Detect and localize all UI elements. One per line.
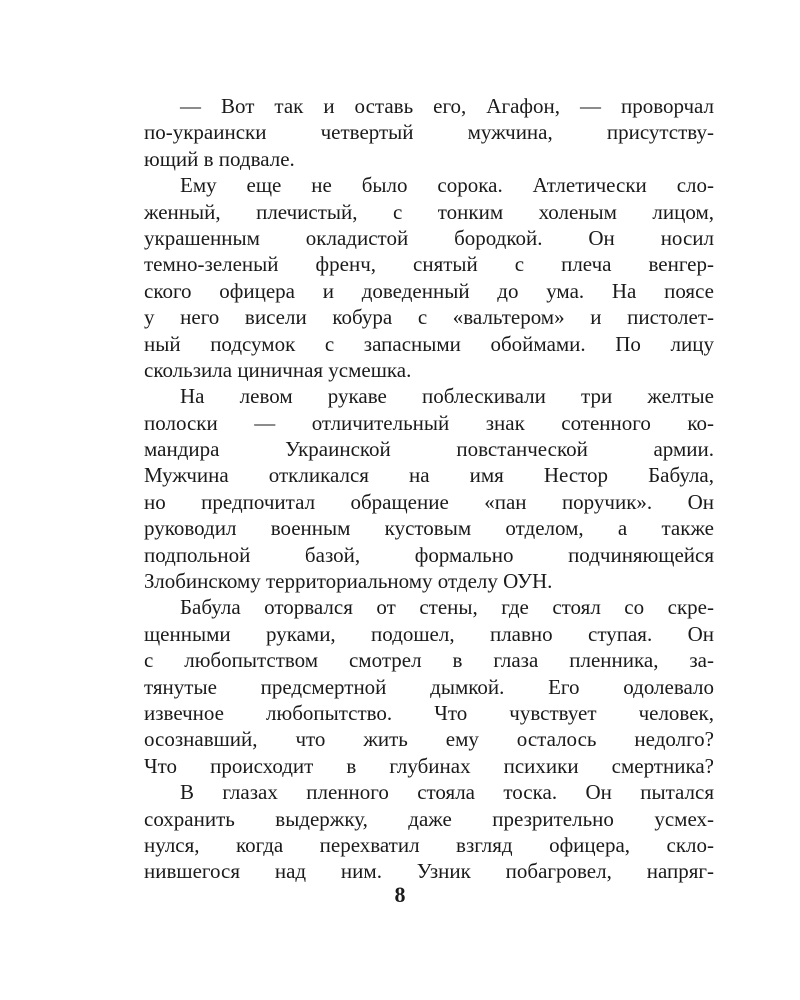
text-line: темно-зеленый френч, снятый с плеча венгер-: [144, 252, 714, 277]
text-line: ющий в подвале.: [144, 146, 295, 171]
text-line: щенными руками, подошел, плавно ступая. Он: [144, 621, 714, 646]
text-line: Мужчина откликался на имя Нестор Бабула,: [144, 463, 714, 488]
text-line: но предпочитал обращение «пан поручик». Он: [144, 489, 714, 514]
text-line: ского офицера и доведенный до ума. На поясе: [144, 278, 714, 303]
text-line: Бабула оторвался от стены, где стоял со скре-: [180, 595, 714, 620]
text-line: мандира Украинской повстанческой армии.: [144, 437, 714, 462]
text-line: скользила циничная усмешка.: [144, 357, 412, 382]
text-line: нившегося над ним. Узник побагровел, напряг-: [144, 859, 714, 884]
page-number: 8: [394, 882, 406, 907]
text-line: тянутые предсмертной дымкой. Его одолевало: [144, 674, 714, 699]
text-line: сохранить выдержку, даже презрительно усмех-: [144, 806, 714, 831]
text-line: На левом рукаве поблескивали три желтые: [180, 384, 714, 409]
text-line: по-украински четвертый мужчина, присутству-: [144, 120, 714, 145]
text-line: В глазах пленного стояла тоска. Он пытался: [180, 780, 714, 805]
text-line: извечное любопытство. Что чувствует человек,: [144, 700, 714, 725]
text-line: Злобинскому территориальному отделу ОУН.: [144, 569, 553, 594]
text-line: подпольной базой, формально подчиняющейся: [144, 542, 714, 567]
text-line: полоски — отличительный знак сотенного ко-: [144, 410, 714, 435]
text-line: осознавший, что жить ему осталось недолго?: [144, 727, 714, 752]
text-line: — Вот так и оставь его, Агафон, — проворчал: [180, 94, 714, 118]
text-line: нулся, когда перехватил взгляд офицера, скло-: [144, 832, 714, 857]
text-line: Что происходит в глубинах психики смертника?: [144, 753, 714, 778]
text-line: с любопытством смотрел в глаза пленника, за-: [144, 648, 714, 673]
text-line: руководил военным кустовым отделом, а также: [144, 516, 714, 541]
text-line: украшенным окладистой бородкой. Он носил: [144, 225, 714, 250]
text-line: ный подсумок с запасными обоймами. По лицу: [144, 331, 714, 356]
text-line: Ему еще не было сорока. Атлетически сло-: [180, 173, 714, 198]
body-text: [144, 93, 714, 885]
text-line: у него висели кобура с «вальтером» и пистолет-: [144, 305, 714, 330]
text-line: женный, плечистый, с тонким холеным лицом,: [144, 199, 714, 224]
